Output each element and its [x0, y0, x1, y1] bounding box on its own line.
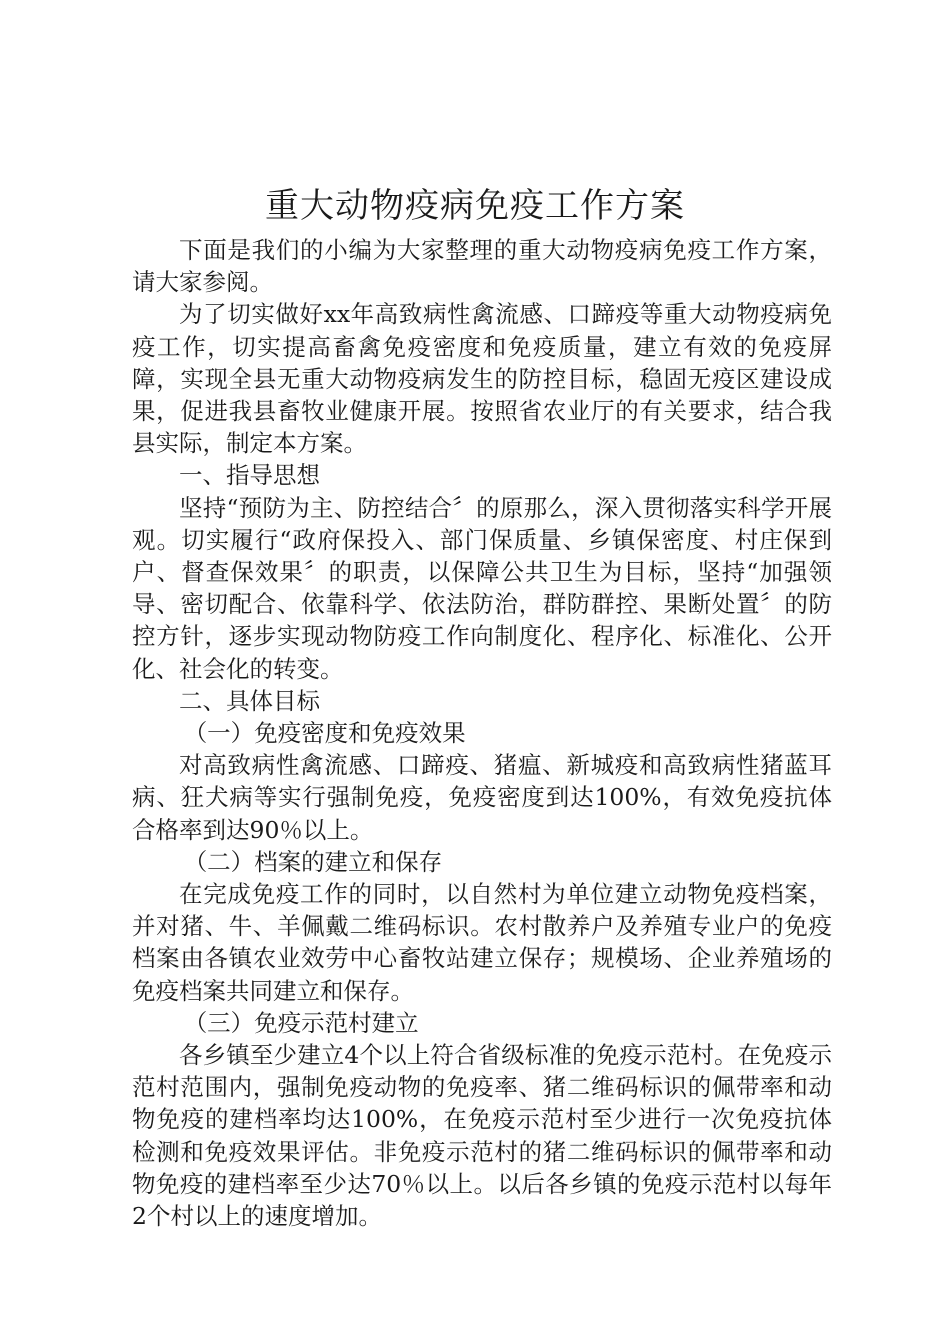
purpose-paragraph: 为了切实做好xx年高致病性禽流感、口蹄疫等重大动物疫病免疫工作，切实提高畜禽免疫密度和免疫质量，建立有效的免疫屏障，实现全县无重大动物疫病发生的防控目标，稳固无疫区建设成果，促进我县畜牧业健康开展。按照省农业厅的有关要求，结合我县实际，制定本方案。	[132, 300, 832, 458]
subheading-records: （二）档案的建立和保存	[183, 847, 443, 876]
records-paragraph: 在完成免疫工作的同时，以自然村为单位建立动物免疫档案，并对猪、牛、羊佩戴二维码标识。农村散养户及养殖专业户的免疫档案由各镇农业效劳中心畜牧站建立保存；规模场、企业养殖场的免疫档案共同建立和保存。	[132, 880, 832, 1005]
guiding-thought-paragraph: 坚持“预防为主、防控结合〞的原那么，深入贯彻落实科学开展观。切实履行“政府保投入、部门保质量、乡镇保密度、村庄保到户、督查保效果〞的职责，以保障公共卫生为目标，坚持“加强领导、密切配合、依靠科学、依法防治，群防群控、果断处置〞的防控方针，逐步实现动物防疫工作向制度化、程序化、标准化、公开化、社会化的转变。	[132, 493, 832, 683]
subheading-demo-village: （三）免疫示范村建立	[183, 1008, 419, 1037]
document-body	[132, 234, 832, 1232]
immunization-density-paragraph: 对高致病性禽流感、口蹄疫、猪瘟、新城疫和高致病性猪蓝耳病、狂犬病等实行强制免疫，免疫密度到达100%，有效免疫抗体合格率到达90％以上。	[132, 751, 832, 844]
section-heading-specific-goals: 二、具体目标	[179, 686, 320, 715]
document-title: 重大动物疫病免疫工作方案	[265, 186, 685, 226]
demo-village-paragraph: 各乡镇至少建立4个以上符合省级标准的免疫示范村。在免疫示范村范围内，强制免疫动物的免疫率、猪二维码标识的佩带率和动物免疫的建档率均达100%，在免疫示范村至少进行一次免疫抗体检测和免疫效果评估。非免疫示范村的猪二维码标识的佩带率和动物免疫的建档率至少达70％以上。以后各乡镇的免疫示范村以每年2个村以上的速度增加。	[132, 1041, 832, 1231]
subheading-immunization-density: （一）免疫密度和免疫效果	[183, 719, 466, 748]
intro-paragraph: 下面是我们的小编为大家整理的重大动物疫病免疫工作方案，请大家参阅。	[132, 236, 832, 297]
section-heading-guiding-thought: 一、指导思想	[179, 461, 320, 490]
